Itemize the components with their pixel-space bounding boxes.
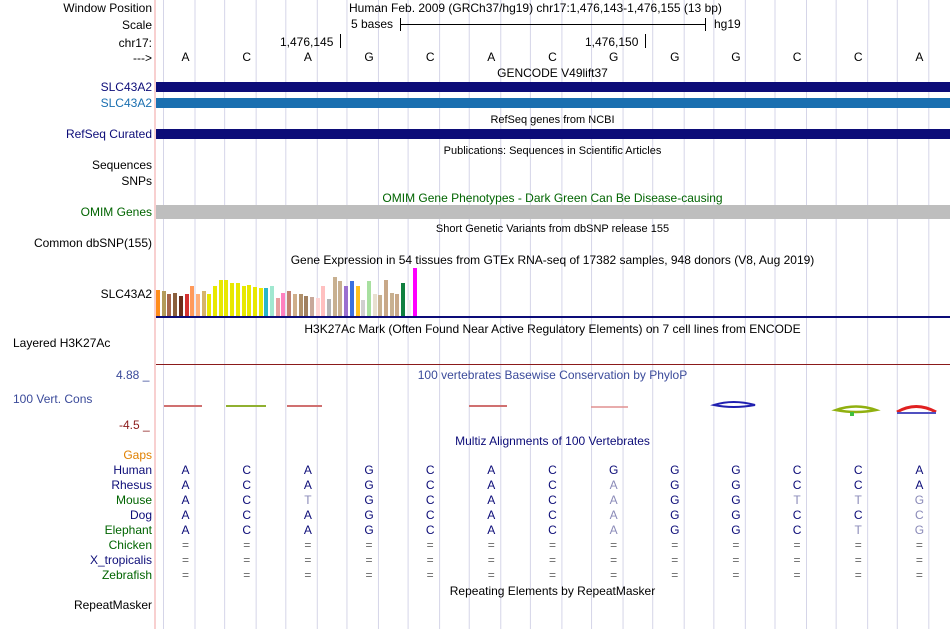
gtex-tissue-bar[interactable]: [213, 286, 217, 316]
multiz-base: G: [670, 463, 680, 477]
phylop-max-label: 4.88 _: [116, 368, 150, 382]
multiz-base: C: [425, 493, 435, 507]
reference-base: G: [670, 50, 680, 64]
multiz-base: =: [610, 553, 618, 567]
reference-base: A: [181, 50, 190, 64]
gencode-item-label-2[interactable]: SLC43A2: [100, 96, 152, 110]
scale-bar-right-tick: [705, 18, 706, 31]
gtex-tissue-bar[interactable]: [401, 283, 405, 316]
multiz-base: =: [548, 553, 556, 567]
position-tick-label-1: 1,476,145: [280, 35, 334, 49]
multiz-base: A: [303, 523, 312, 537]
phylop-glyph-c2: [836, 407, 876, 417]
multiz-species-label[interactable]: Mouse: [115, 493, 152, 507]
multiz-base: T: [304, 493, 312, 507]
multiz-base: C: [425, 463, 435, 477]
multiz-base: G: [364, 523, 374, 537]
multiz-base: =: [671, 538, 679, 552]
gtex-tissue-bar[interactable]: [367, 281, 371, 316]
chrom-label: chr17:: [118, 36, 152, 50]
multiz-base: =: [793, 553, 801, 567]
gtex-tissue-bar[interactable]: [316, 298, 320, 316]
multiz-base: G: [731, 463, 741, 477]
multiz-base: C: [792, 508, 802, 522]
scale-bar: [400, 24, 705, 25]
multiz-base: C: [242, 463, 252, 477]
gtex-expression-bars[interactable]: [156, 268, 556, 316]
gtex-tissue-bar[interactable]: [293, 294, 297, 316]
gtex-tissue-bar[interactable]: [270, 286, 274, 316]
reference-base: C: [853, 50, 863, 64]
multiz-base: =: [854, 553, 862, 567]
gtex-tissue-bar[interactable]: [190, 286, 194, 316]
phylop-glyph-a4: [897, 407, 936, 414]
gtex-tissue-bar[interactable]: [378, 295, 382, 316]
dbsnp-track-title[interactable]: Short Genetic Variants from dbSNP release 155: [435, 223, 670, 235]
multiz-base: =: [671, 553, 679, 567]
multiz-base: =: [182, 553, 190, 567]
multiz-base: A: [181, 523, 190, 537]
refseq-gene-bar[interactable]: [156, 129, 950, 139]
multiz-base: =: [487, 553, 495, 567]
multiz-base: =: [610, 538, 618, 552]
scale-text: 5 bases: [351, 17, 394, 31]
reference-base: G: [608, 50, 619, 64]
multiz-base: C: [548, 523, 557, 537]
gtex-tissue-bar[interactable]: [299, 294, 303, 316]
multiz-base: A: [303, 463, 312, 477]
gtex-tissue-bar[interactable]: [264, 288, 268, 316]
multiz-species-label[interactable]: Dog: [129, 508, 152, 522]
multiz-species-label[interactable]: Rhesus: [111, 478, 152, 492]
omim-gene-bar[interactable]: [156, 205, 950, 219]
multiz-base: A: [915, 463, 924, 477]
multiz-base: =: [365, 538, 373, 552]
multiz-species-label[interactable]: X_tropicalis: [89, 553, 152, 567]
multiz-base: =: [732, 553, 740, 567]
gtex-tissue-bar[interactable]: [287, 291, 291, 316]
multiz-base: =: [243, 538, 251, 552]
multiz-base: =: [732, 538, 740, 552]
gtex-tissue-bar[interactable]: [344, 286, 348, 316]
multiz-base: C: [915, 508, 924, 522]
multiz-base: C: [242, 478, 252, 492]
multiz-base: A: [181, 508, 190, 522]
multiz-species-label[interactable]: Human: [113, 463, 152, 477]
multiz-base: C: [853, 508, 863, 522]
gencode-item-label-1[interactable]: SLC43A2: [100, 80, 152, 94]
multiz-base: =: [732, 568, 740, 582]
gtex-tissue-bar[interactable]: [173, 293, 177, 316]
repeatmasker-track-label[interactable]: RepeatMasker: [73, 598, 152, 612]
gtex-tissue-bar[interactable]: [413, 268, 417, 316]
multiz-base: G: [364, 478, 374, 492]
repeatmasker-track-title[interactable]: Repeating Elements by RepeatMasker: [449, 584, 656, 598]
multiz-base: G: [914, 523, 925, 537]
scale-label: Scale: [121, 18, 152, 32]
multiz-base: C: [792, 478, 802, 492]
gtex-tissue-bar[interactable]: [384, 280, 388, 316]
multiz-base: =: [915, 553, 923, 567]
gtex-tissue-bar[interactable]: [196, 294, 200, 316]
multiz-base: =: [610, 568, 618, 582]
multiz-base: =: [426, 538, 434, 552]
multiz-base: T: [854, 493, 862, 507]
multiz-base: C: [548, 508, 557, 522]
multiz-base: =: [426, 553, 434, 567]
position-tick-label-2: 1,476,150: [585, 35, 639, 49]
gtex-bottom-line: [156, 316, 950, 318]
multiz-base: G: [364, 463, 374, 477]
h3k27ac-track-label[interactable]: Layered H3K27Ac: [13, 336, 111, 350]
pubs-track-label-sequences[interactable]: Sequences: [91, 158, 152, 172]
multiz-species-label[interactable]: Chicken: [108, 538, 152, 552]
multiz-base: G: [731, 478, 741, 492]
multiz-base: A: [487, 478, 496, 492]
multiz-base: A: [915, 478, 924, 492]
gtex-tissue-bar[interactable]: [253, 287, 257, 316]
multiz-base: =: [365, 568, 373, 582]
multiz-base: =: [793, 568, 801, 582]
multiz-base: G: [364, 508, 374, 522]
reference-base: C: [242, 50, 252, 64]
h3k27ac-baseline: [156, 364, 950, 365]
gencode-gene-bar-2[interactable]: [156, 98, 950, 108]
gtex-track-title[interactable]: Gene Expression in 54 tissues from GTEx RNA-seq of 17382 samples, 948 donors (V8, Aug 2019): [290, 253, 815, 267]
multiz-base: =: [487, 538, 495, 552]
multiz-base: G: [914, 493, 925, 507]
multiz-base: G: [670, 493, 680, 507]
gtex-tissue-bar[interactable]: [230, 283, 234, 316]
phylop-glyph-g2: [714, 402, 755, 407]
strand-arrow-label: --->: [133, 51, 152, 65]
multiz-base: G: [364, 493, 374, 507]
gtex-tissue-bar[interactable]: [236, 283, 240, 316]
reference-base: C: [792, 50, 802, 64]
gtex-tissue-bar[interactable]: [407, 300, 411, 316]
gtex-tissue-bar[interactable]: [202, 291, 206, 316]
multiz-base: =: [915, 538, 923, 552]
multiz-base: C: [242, 523, 252, 537]
reference-base: A: [915, 50, 924, 64]
multiz-base: C: [242, 493, 252, 507]
gtex-tissue-bar[interactable]: [395, 294, 399, 316]
gtex-tissue-bar[interactable]: [207, 294, 211, 316]
multiz-base: C: [242, 508, 252, 522]
multiz-base: C: [792, 523, 802, 537]
gtex-tissue-bar[interactable]: [373, 294, 377, 316]
gtex-tissue-bar[interactable]: [219, 280, 223, 316]
reference-base: A: [487, 50, 496, 64]
multiz-gaps-label[interactable]: Gaps: [123, 448, 152, 462]
multiz-base: =: [793, 538, 801, 552]
multiz-base: C: [792, 463, 802, 477]
scale-assembly: hg19: [714, 17, 741, 31]
gtex-tissue-bar[interactable]: [259, 288, 263, 316]
gtex-tissue-bar[interactable]: [321, 286, 325, 316]
gtex-tissue-bar[interactable]: [185, 294, 189, 316]
gtex-tissue-bar[interactable]: [390, 293, 394, 316]
multiz-base: =: [671, 568, 679, 582]
gtex-tissue-bar[interactable]: [247, 285, 251, 316]
window-position-value: Human Feb. 2009 (GRCh37/hg19) chr17:1,476,143-1,476,155 (13 bp): [349, 1, 722, 15]
gtex-tissue-bar[interactable]: [338, 281, 342, 316]
multiz-base: C: [548, 493, 557, 507]
multiz-base: =: [304, 553, 312, 567]
reference-base: G: [731, 50, 741, 64]
multiz-base: =: [854, 568, 862, 582]
phylop-glyphs[interactable]: [0, 395, 950, 420]
multiz-base: C: [853, 478, 863, 492]
multiz-base: C: [548, 478, 557, 492]
pubs-track-title[interactable]: Publications: Sequences in Scientific Articles: [443, 145, 662, 157]
gtex-tissue-bar[interactable]: [281, 293, 285, 316]
multiz-base: A: [487, 463, 496, 477]
multiz-base: =: [182, 538, 190, 552]
phylop-track-label[interactable]: 100 Vert. Cons: [13, 392, 93, 406]
gtex-tissue-bar[interactable]: [327, 299, 331, 316]
multiz-base: G: [731, 508, 741, 522]
refseq-track-title[interactable]: RefSeq genes from NCBI: [490, 114, 615, 126]
multiz-base: =: [915, 568, 923, 582]
scale-bar-left-tick: [400, 18, 401, 31]
reference-base: G: [364, 50, 374, 64]
phylop-track-title[interactable]: 100 vertebrates Basewise Conservation by PhyloP: [417, 368, 688, 382]
multiz-base: A: [487, 508, 496, 522]
multiz-base: G: [670, 478, 680, 492]
multiz-base: A: [609, 523, 618, 537]
multiz-base: =: [854, 538, 862, 552]
multiz-base: =: [365, 553, 373, 567]
gtex-tissue-bar[interactable]: [304, 296, 308, 316]
multiz-base: G: [670, 523, 680, 537]
multiz-base: =: [243, 553, 251, 567]
multiz-base: C: [425, 508, 435, 522]
multiz-base: C: [425, 478, 435, 492]
gencode-track-title[interactable]: GENCODE V49lift37: [497, 66, 608, 80]
omim-track-title[interactable]: OMIM Gene Phenotypes - Dark Green Can Be Disease-causing: [382, 191, 723, 205]
multiz-base: A: [609, 478, 618, 492]
gtex-tissue-bar[interactable]: [242, 286, 246, 316]
gtex-tissue-bar[interactable]: [310, 297, 314, 316]
multiz-base: =: [548, 538, 556, 552]
multiz-base: A: [487, 523, 496, 537]
multiz-base: T: [793, 493, 801, 507]
gtex-tissue-bar[interactable]: [356, 286, 360, 316]
phylop-min-label: -4.5 _: [119, 418, 150, 432]
multiz-base: =: [426, 568, 434, 582]
multiz-base: G: [731, 523, 741, 537]
gtex-tissue-bar[interactable]: [361, 300, 365, 316]
multiz-base: T: [854, 523, 862, 537]
multiz-track-title[interactable]: Multiz Alignments of 100 Vertebrates: [455, 434, 650, 448]
reference-base: A: [303, 50, 312, 64]
multiz-base: =: [243, 568, 251, 582]
gtex-tissue-bar[interactable]: [156, 290, 160, 316]
gencode-gene-bar-1[interactable]: [156, 82, 950, 92]
reference-base: C: [425, 50, 435, 64]
multiz-base: A: [181, 478, 190, 492]
multiz-base: A: [487, 493, 496, 507]
multiz-base: A: [303, 508, 312, 522]
position-tick-1: [340, 34, 341, 48]
gtex-tissue-bar[interactable]: [276, 298, 280, 316]
multiz-base: =: [548, 568, 556, 582]
multiz-base: =: [304, 538, 312, 552]
gtex-tissue-bar[interactable]: [333, 277, 337, 316]
window-position-label: Window Position: [63, 1, 152, 15]
pubs-track-label-snps[interactable]: SNPs: [121, 174, 152, 188]
reference-base: C: [548, 50, 557, 64]
gtex-tissue-bar[interactable]: [162, 291, 166, 316]
multiz-base: =: [182, 568, 190, 582]
multiz-base: C: [425, 523, 435, 537]
gtex-tissue-bar[interactable]: [224, 280, 228, 316]
position-tick-2: [645, 34, 646, 48]
multiz-base: =: [304, 568, 312, 582]
refseq-track-label[interactable]: RefSeq Curated: [65, 127, 152, 141]
multiz-base: C: [548, 463, 557, 477]
h3k27ac-track-title[interactable]: H3K27Ac Mark (Often Found Near Active Regulatory Elements) on 7 cell lines from ENCODE: [304, 322, 801, 336]
multiz-species-label[interactable]: Elephant: [104, 523, 152, 537]
multiz-base: G: [731, 493, 741, 507]
multiz-species-label[interactable]: Zebrafish: [101, 568, 152, 582]
omim-track-label[interactable]: OMIM Genes: [80, 205, 152, 219]
multiz-base: A: [181, 463, 190, 477]
dbsnp-track-label[interactable]: Common dbSNP(155): [33, 236, 152, 250]
multiz-base: A: [609, 508, 618, 522]
gtex-tissue-bar[interactable]: [167, 294, 171, 316]
gtex-track-label[interactable]: SLC43A2: [100, 287, 152, 301]
gtex-tissue-bar[interactable]: [350, 281, 354, 316]
gtex-tissue-bar[interactable]: [179, 296, 183, 316]
multiz-base: A: [609, 493, 618, 507]
multiz-base: G: [670, 508, 680, 522]
multiz-base: A: [181, 493, 190, 507]
multiz-base: =: [487, 568, 495, 582]
multiz-base: C: [853, 463, 863, 477]
multiz-base: A: [303, 478, 312, 492]
multiz-base: G: [608, 463, 619, 477]
